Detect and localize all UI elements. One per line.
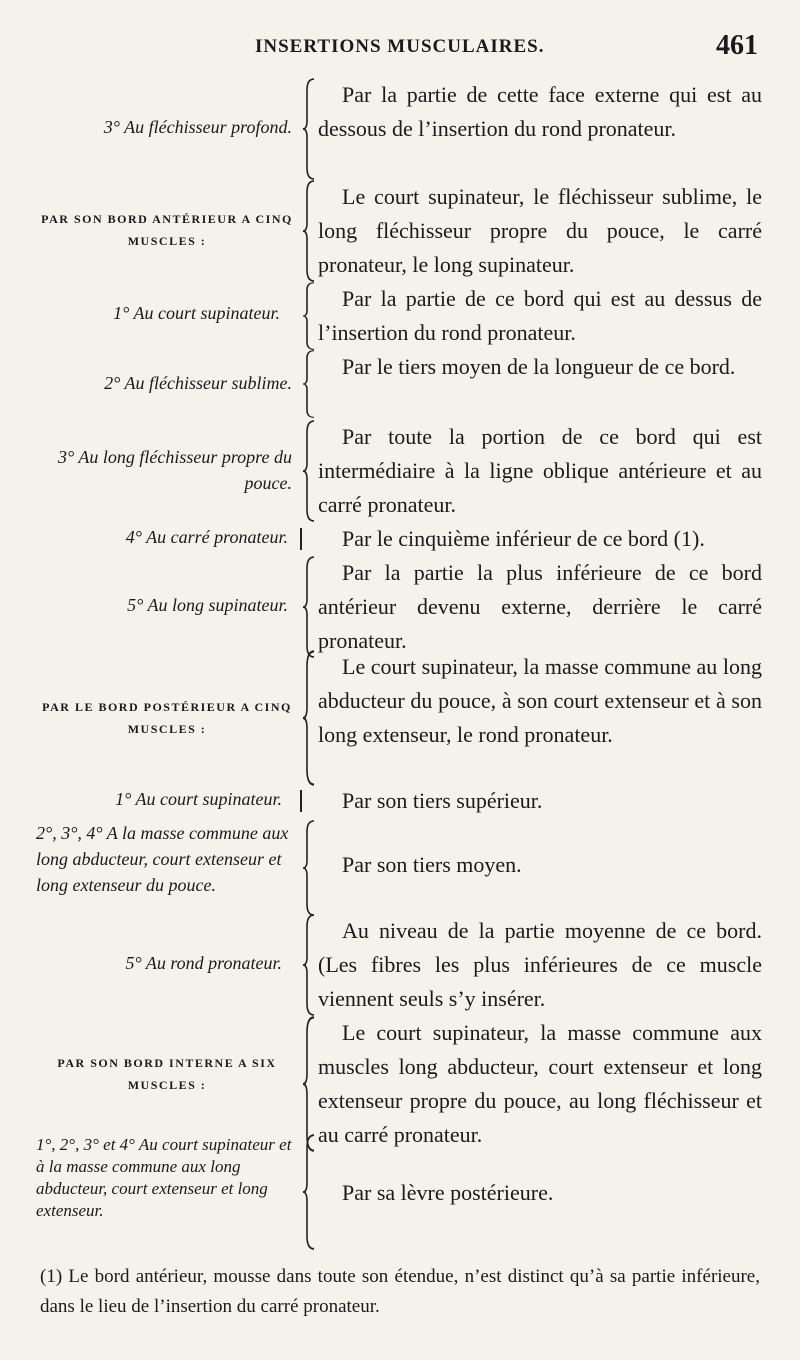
entry-court-supinateur-2 [0, 784, 800, 818]
brace-icon [302, 350, 316, 418]
entry-long-supinateur [0, 556, 800, 658]
entry-levre-posterieure [0, 1134, 800, 1250]
entry-label: 1° Au court supinateur. [115, 789, 282, 809]
entry-label: PAR SON BORD INTERNE A SIX MUSCLES : [57, 1056, 277, 1092]
entry-label: 2° Au fléchisseur sublime. [104, 373, 292, 393]
entry-bord-posterieur [0, 650, 800, 786]
entry-label: 3° Au fléchisseur profond. [103, 117, 292, 137]
footnote: (1) Le bord antérieur, mousse dans toute son étendue, n’est distinct qu’à sa partie inférieure, dans le lieu de l’insertion du carré pronateur. [40, 1266, 760, 1317]
entry-label: PAR SON BORD ANTÉRIEUR A CINQ MUSCLES : [41, 212, 293, 248]
entry-text: Par son tiers supérieur. [342, 788, 543, 813]
brace-icon [302, 180, 316, 282]
brace-icon [302, 282, 316, 350]
entry-text: Par le cinquième inférieur de ce bord (1). [342, 526, 705, 551]
entry-text: Par toute la portion de ce bord qui est intermédiaire à la ligne oblique antérieure et au carré pronateur. [318, 424, 762, 517]
brace-icon [302, 1134, 316, 1250]
entry-label: 1°, 2°, 3° et 4° Au court supinateur et à la masse commune aux long abducteur, court extenseur et long extenseur. [36, 1135, 292, 1220]
brace-icon [302, 914, 316, 1016]
brace-icon [302, 556, 316, 658]
entry-label: 5° Au long supinateur. [127, 595, 288, 615]
entry-text: Le court supinateur, la masse commune aux muscles long abducteur, court extenseur et long extenseur propre du pouce, au long fléchisseur et au carré pronateur. [318, 1020, 762, 1147]
page-number: 461 [716, 30, 758, 61]
page-header [0, 30, 800, 70]
entry-text: Par la partie la plus inférieure de ce bord antérieur devenu externe, derrière le carré pronateur. [318, 560, 762, 653]
entry-label: 1° Au court supinateur. [113, 303, 280, 323]
brace-icon [302, 650, 316, 786]
entry-text: Le court supinateur, le fléchisseur sublime, le long fléchisseur propre du pouce, le carré pronateur, le long supinateur. [318, 184, 762, 277]
brace-icon [302, 1016, 316, 1152]
brace-icon [302, 820, 316, 916]
entry-label: 3° Au long fléchisseur propre du pouce. [57, 447, 292, 493]
entry-long-flechisseur [0, 420, 800, 522]
running-title: INSERTIONS MUSCULAIRES. [255, 36, 545, 57]
brace-icon [302, 78, 316, 180]
entry-bord-interne [0, 1016, 800, 1152]
brace-icon [302, 420, 316, 522]
entry-bord-anterieur [0, 180, 800, 282]
entry-text: Par sa lèvre postérieure. [342, 1180, 554, 1205]
entry-flechisseur-profond [0, 78, 800, 180]
entry-text: Par le tiers moyen de la longueur de ce bord. [342, 354, 736, 379]
entry-label: 5° Au rond pronateur. [125, 953, 282, 973]
entry-label: 2°, 3°, 4° A la masse commune aux long abducteur, court extenseur et long extenseur du pouce. [36, 823, 289, 895]
bar-divider [300, 790, 302, 812]
entry-text: Par son tiers moyen. [342, 852, 522, 877]
entry-rond-pronateur [0, 914, 800, 1016]
entry-flechisseur-sublime [0, 350, 800, 418]
entry-text: Par la partie de cette face externe qui est au dessous de l’insertion du rond pronateur. [318, 82, 762, 141]
entry-label: 4° Au carré pronateur. [125, 527, 288, 547]
entry-text: Au niveau de la partie moyenne de ce bord. (Les fibres les plus inférieures de ce muscle viennent seuls s’y insérer. [318, 918, 762, 1011]
entry-text: Le court supinateur, la masse commune au long abducteur du pouce, à son court extenseur et à son long extenseur, le rond pronateur. [318, 654, 762, 747]
entry-masse-commune [0, 820, 800, 916]
entry-carre-pronateur [0, 522, 800, 556]
bar-divider [300, 528, 302, 550]
entry-label: PAR LE BORD POSTÉRIEUR A CINQ MUSCLES : [42, 700, 292, 736]
entry-court-supinateur [0, 282, 800, 350]
entry-text: Par la partie de ce bord qui est au dessus de l’insertion du rond pronateur. [318, 286, 762, 345]
